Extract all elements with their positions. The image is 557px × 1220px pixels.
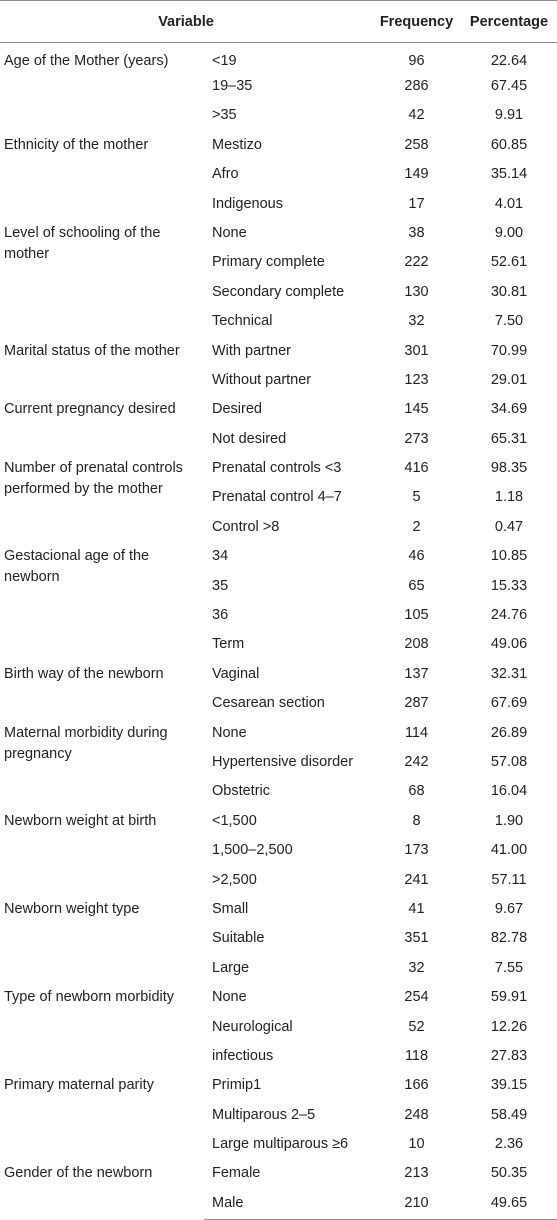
category-cell: None xyxy=(212,724,247,741)
category-cell: Without partner xyxy=(212,371,312,388)
category-cell: 19–35 xyxy=(212,78,253,94)
percentage-cell: 67.69 xyxy=(490,695,528,712)
frequency-cell: 118 xyxy=(404,1047,429,1064)
table-row xyxy=(0,984,557,1013)
frequency-cell: 10 xyxy=(408,1136,425,1153)
table-row xyxy=(0,896,557,925)
frequency-cell: 248 xyxy=(404,1106,429,1123)
frequency-cell: 42 xyxy=(408,107,425,124)
category-cell: Small xyxy=(212,900,249,917)
percentage-cell: 57.11 xyxy=(491,871,527,888)
table-body xyxy=(0,43,557,1220)
percentage-cell: 1.18 xyxy=(494,489,524,506)
category-cell: Neurological xyxy=(212,1018,293,1035)
frequency-cell: 32 xyxy=(408,959,425,976)
percentage-cell: 59.91 xyxy=(490,989,528,1006)
category-cell: Technical xyxy=(212,313,273,330)
percentage-cell: 1.90 xyxy=(494,812,524,829)
percentage-cell: 16.04 xyxy=(490,783,528,800)
variable-group-label: Number of prenatal controls performed by the mother xyxy=(4,460,183,498)
frequency-cell: 137 xyxy=(404,665,429,682)
variable-group-label: Gestacional age of the newborn xyxy=(4,548,150,586)
percentage-cell: 52.61 xyxy=(490,254,528,271)
percentage-cell: 41.00 xyxy=(490,842,528,859)
variable-group-label: Current pregnancy desired xyxy=(4,401,176,418)
category-cell: >2,500 xyxy=(212,871,257,888)
variable-group-label: Maternal morbidity during pregnancy xyxy=(4,724,168,762)
category-cell: Large xyxy=(212,959,250,976)
frequency-cell: 2 xyxy=(412,518,421,535)
frequency-cell: 213 xyxy=(404,1165,429,1182)
category-cell: Mestizo xyxy=(212,136,262,153)
table-row xyxy=(0,661,557,690)
percentage-cell: 4.01 xyxy=(494,195,524,212)
table-row xyxy=(0,338,557,367)
variable-group-label: Type of newborn morbidity xyxy=(4,989,175,1006)
frequency-cell: 96 xyxy=(408,53,425,69)
frequency-cell: 208 xyxy=(404,636,429,653)
frequency-cell: 173 xyxy=(404,842,429,859)
category-cell: Indigenous xyxy=(212,195,283,212)
percentage-cell: 57.08 xyxy=(490,753,528,770)
percentage-cell: 9.00 xyxy=(494,224,524,241)
category-cell: Afro xyxy=(212,166,239,183)
variable-group-label: Newborn weight type xyxy=(4,900,140,917)
frequency-cell: 210 xyxy=(372,1190,461,1220)
frequency-cell: 242 xyxy=(404,753,429,770)
header-frequency: Frequency xyxy=(372,1,461,43)
percentage-cell: 67.45 xyxy=(490,78,528,94)
category-cell: None xyxy=(212,989,247,1006)
variable-group-label: Age of the Mother (years) xyxy=(4,53,169,69)
category-cell: Not desired xyxy=(212,430,287,447)
frequency-cell: 416 xyxy=(404,460,429,477)
percentage-cell: 2.36 xyxy=(494,1136,524,1153)
category-cell: infectious xyxy=(212,1047,274,1064)
category-cell: Control >8 xyxy=(212,518,280,535)
frequency-cell: 241 xyxy=(404,871,429,888)
category-cell: Primip1 xyxy=(212,1077,262,1094)
percentage-cell: 39.15 xyxy=(490,1077,528,1094)
table-row xyxy=(0,543,557,572)
percentage-cell: 32.31 xyxy=(490,665,528,682)
variable-group-label: Newborn weight at birth xyxy=(4,812,157,829)
table-row xyxy=(0,132,557,161)
frequency-cell: 17 xyxy=(408,195,425,212)
frequency-cell: 222 xyxy=(404,254,429,271)
frequency-cell: 46 xyxy=(408,548,425,565)
category-cell: With partner xyxy=(212,342,291,359)
frequency-cell: 5 xyxy=(412,489,421,506)
category-cell: Vaginal xyxy=(212,665,260,682)
category-cell: Suitable xyxy=(212,930,265,947)
percentage-cell: 60.85 xyxy=(490,136,528,153)
category-cell: Hypertensive disorder xyxy=(212,753,354,770)
header-variable: Variable xyxy=(0,1,372,43)
percentage-cell: 58.49 xyxy=(490,1106,528,1123)
table-row xyxy=(0,455,557,484)
percentage-cell: 49.65 xyxy=(461,1190,557,1220)
percentage-cell: 82.78 xyxy=(490,930,528,947)
percentage-cell: 10.85 xyxy=(490,548,528,565)
percentage-cell: 7.55 xyxy=(494,959,524,976)
frequency-cell: 8 xyxy=(412,812,421,829)
category-cell: 1,500–2,500 xyxy=(212,842,293,859)
percentage-cell: 30.81 xyxy=(490,283,528,300)
percentage-cell: 9.91 xyxy=(494,107,524,124)
table-row xyxy=(0,1072,557,1101)
percentage-cell: 15.33 xyxy=(490,577,528,594)
table-row xyxy=(0,396,557,425)
header-row xyxy=(0,1,557,43)
category-cell: Multiparous 2–5 xyxy=(212,1106,316,1123)
category-cell: Female xyxy=(212,1165,261,1182)
category-cell: Male xyxy=(204,1190,372,1220)
frequency-cell: 166 xyxy=(404,1077,429,1094)
percentage-cell: 12.26 xyxy=(490,1018,528,1035)
category-cell: None xyxy=(212,224,247,241)
table-row xyxy=(0,1160,557,1189)
percentage-cell: 98.35 xyxy=(490,460,528,477)
category-cell: Desired xyxy=(212,401,262,418)
variable-group-label: Gender of the newborn xyxy=(4,1165,153,1182)
table-row xyxy=(0,808,557,837)
variable-group-label: Primary maternal parity xyxy=(4,1077,154,1094)
percentage-cell: 27.83 xyxy=(490,1047,528,1064)
percentage-cell: 49.06 xyxy=(490,636,528,653)
category-cell: Prenatal control 4–7 xyxy=(212,489,342,506)
frequency-cell: 52 xyxy=(408,1018,425,1035)
category-cell: Obstetric xyxy=(212,783,271,800)
table-header xyxy=(0,1,557,43)
percentage-cell: 22.64 xyxy=(490,53,528,69)
category-cell: 36 xyxy=(212,607,229,624)
category-cell: Large multiparous ≥6 xyxy=(212,1136,349,1153)
category-cell: <1,500 xyxy=(212,812,257,829)
percentage-cell: 0.47 xyxy=(494,518,524,535)
category-cell: >35 xyxy=(212,107,237,124)
table-row xyxy=(0,220,557,249)
frequency-cell: 130 xyxy=(404,283,429,300)
category-cell: 35 xyxy=(212,577,229,594)
frequency-cell: 105 xyxy=(404,607,429,624)
frequency-cell: 145 xyxy=(404,401,429,418)
percentage-cell: 29.01 xyxy=(490,371,528,388)
frequency-cell: 114 xyxy=(404,724,429,741)
percentage-cell: 65.31 xyxy=(490,430,528,447)
table-row xyxy=(0,43,557,74)
frequency-cell: 65 xyxy=(408,577,425,594)
percentage-cell: 35.14 xyxy=(490,166,528,183)
frequency-cell: 258 xyxy=(404,136,429,153)
variable-group-label: Birth way of the newborn xyxy=(4,665,164,682)
percentage-cell: 24.76 xyxy=(490,607,528,624)
percentage-cell: 7.50 xyxy=(494,313,524,330)
frequency-cell: 273 xyxy=(404,430,429,447)
category-cell: 34 xyxy=(212,548,229,565)
category-cell: Term xyxy=(212,636,245,653)
percentage-cell: 70.99 xyxy=(490,342,528,359)
frequency-cell: 254 xyxy=(404,989,429,1006)
frequency-cell: 123 xyxy=(404,371,429,388)
variable-group-label: Marital status of the mother xyxy=(4,342,180,359)
frequency-cell: 41 xyxy=(408,900,425,917)
category-cell: <19 xyxy=(212,53,237,69)
frequency-cell: 301 xyxy=(404,342,429,359)
frequency-cell: 38 xyxy=(408,224,425,241)
category-cell: Prenatal controls <3 xyxy=(212,460,342,477)
frequency-cell: 32 xyxy=(408,313,425,330)
frequency-cell: 286 xyxy=(404,78,429,94)
percentage-cell: 34.69 xyxy=(490,401,528,418)
category-cell: Cesarean section xyxy=(212,695,325,712)
percentage-cell: 9.67 xyxy=(494,900,524,917)
variable-group-label: Level of schooling of the mother xyxy=(4,224,161,262)
percentage-cell: 26.89 xyxy=(490,724,528,741)
frequency-cell: 287 xyxy=(404,695,429,712)
table-row xyxy=(0,720,557,749)
frequency-cell: 351 xyxy=(404,930,429,947)
category-cell: Primary complete xyxy=(212,254,325,271)
percentage-cell: 50.35 xyxy=(490,1165,528,1182)
frequency-cell: 149 xyxy=(404,166,429,183)
variable-group-label: Ethnicity of the mother xyxy=(4,136,149,153)
category-cell: Secondary complete xyxy=(212,283,345,300)
frequency-cell: 68 xyxy=(408,783,425,800)
header-percentage: Percentage xyxy=(461,1,557,43)
